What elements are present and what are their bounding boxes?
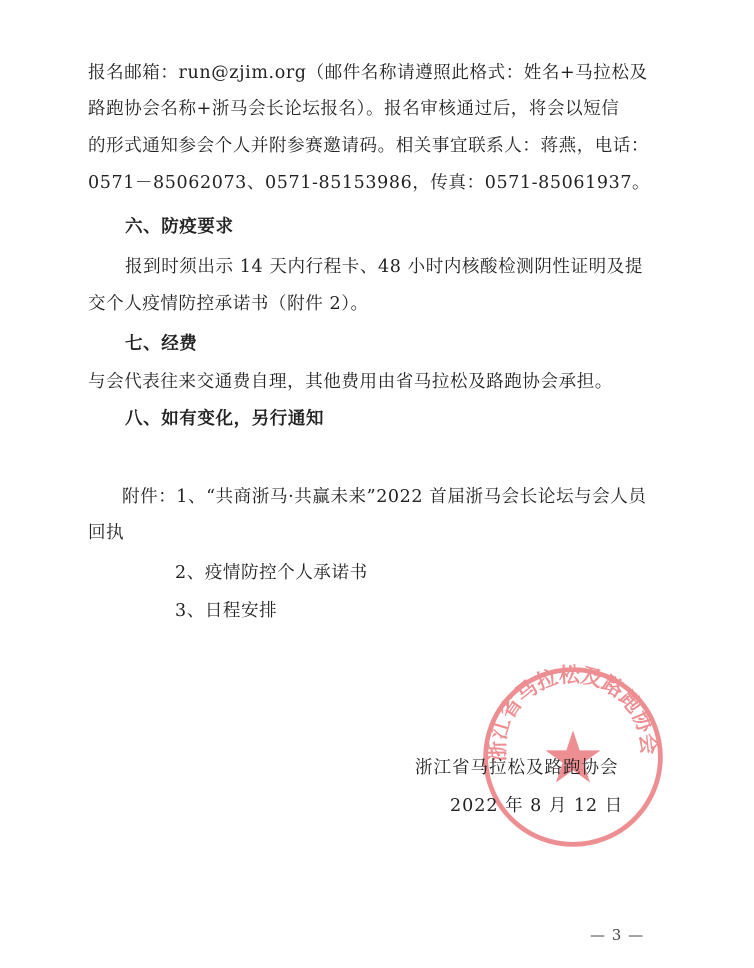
signing-organization: 浙江省马拉松及路跑协会: [415, 758, 619, 778]
paragraph-line: 报到时须出示 14 天内行程卡、48 小时内核酸检测阴性证明及提: [125, 257, 643, 277]
paragraph-line: 与会代表往来交通费自理，其他费用由省马拉松及路跑协会承担。: [88, 372, 613, 392]
attachment-item-3: 3、日程安排: [175, 601, 278, 621]
paragraph-line: 路跑协会名称+浙马会长论坛报名）。报名审核通过后，将会以短信: [88, 99, 620, 119]
seal-text: 浙江省马拉松及路跑协会: [484, 662, 662, 762]
section-heading-7: 七、经费: [125, 334, 198, 354]
paragraph-line: 0571－85062073、0571-85153986，传真：0571-85061937。: [88, 173, 651, 193]
paragraph-line: 报名邮箱：run@zjim.org（邮件名称请遵照此格式：姓名+马拉松及: [88, 63, 648, 83]
attachment-item-1-cont: 回执: [88, 523, 125, 543]
attachment-item-2: 2、疫情防控个人承诺书: [175, 563, 368, 583]
section-heading-8: 八、如有变化，另行通知: [125, 409, 325, 429]
page-number: — 3 —: [590, 926, 645, 944]
signing-date: 2022 年 8 月 12 日: [450, 796, 624, 816]
paragraph-line: 的形式通知参会个人并附参赛邀请码。相关事宜联系人：蒋燕，电话：: [88, 136, 650, 156]
paragraph-line: 交个人疫情防控承诺书（附件 2）。: [88, 294, 369, 314]
attachment-item-1: 附件：1、“共商浙马·共赢未来”2022 首届浙马会长论坛与会人员: [122, 487, 647, 507]
section-heading-6: 六、防疫要求: [125, 217, 234, 237]
